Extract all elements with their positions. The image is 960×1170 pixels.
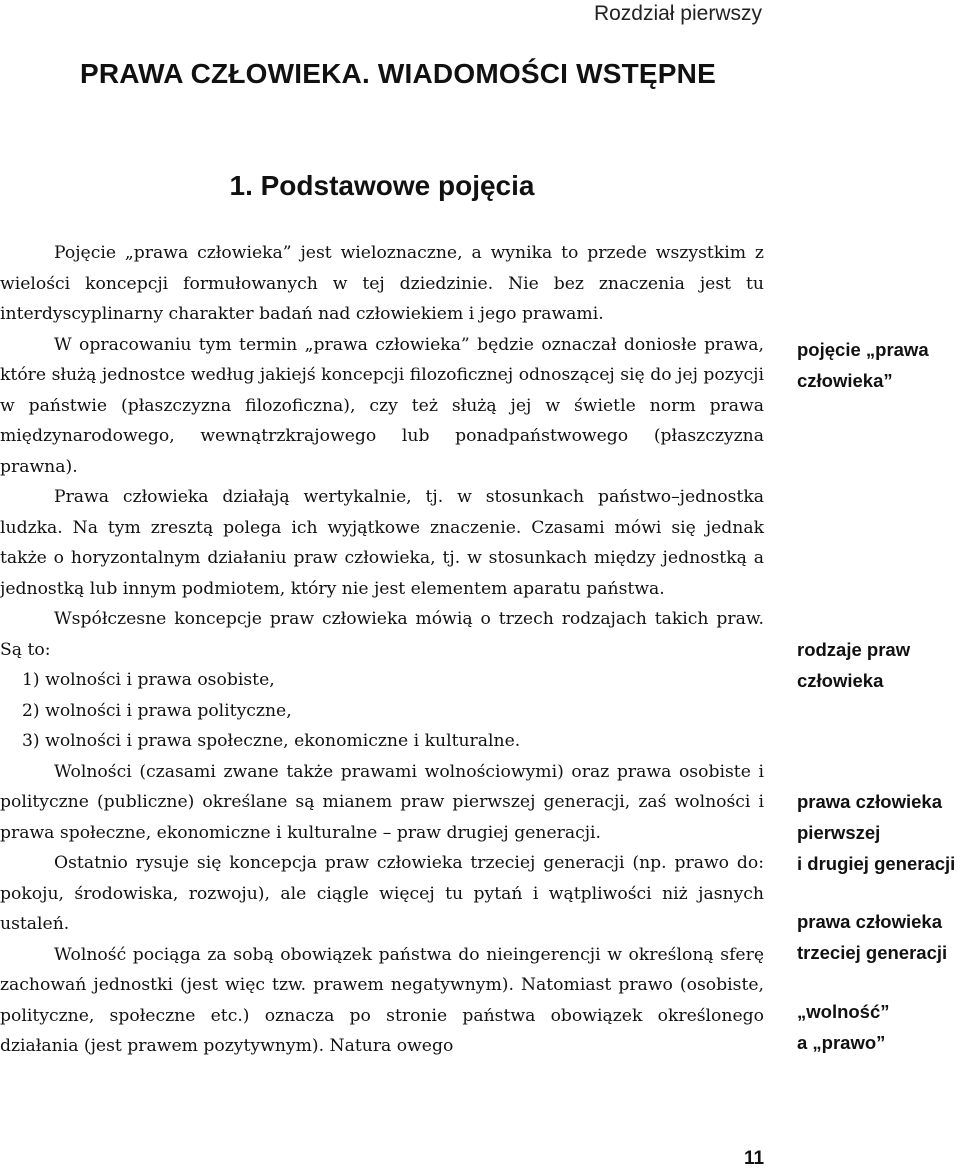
margin-note-line: prawa człowieka xyxy=(797,911,942,932)
margin-note-line: rodzaje praw xyxy=(797,639,911,660)
margin-note-line: i drugiej generacji xyxy=(797,853,956,874)
body-text xyxy=(0,238,764,1062)
margin-note-line: a „prawo” xyxy=(797,1032,886,1053)
margin-note-line: człowieka” xyxy=(797,370,893,391)
margin-note xyxy=(797,634,960,696)
margin-note-line: człowieka xyxy=(797,670,884,691)
list-item: 3) wolności i prawa społeczne, ekonomiczne i kulturalne. xyxy=(22,731,521,751)
margin-note-line: „wolność” xyxy=(797,1001,890,1022)
chapter-title: PRAWA CZŁOWIEKA. WIADOMOŚCI WSTĘPNE xyxy=(80,58,716,89)
list-item: 1) wolności i prawa osobiste, xyxy=(22,670,275,690)
paragraph: Wolności (czasami zwane także prawami wolnościowymi) oraz prawa osobiste i polityczne (publiczne) określane są mianem praw pierwszej generacji, zaś wolności i prawa społeczne, ekonomiczne i kulturalne – praw drugiej generacji. xyxy=(0,761,764,843)
margin-note xyxy=(797,906,960,968)
margin-note xyxy=(797,996,960,1058)
margin-note-line: trzeciej generacji xyxy=(797,942,948,963)
paragraph: Pojęcie „prawa człowieka” jest wieloznaczne, a wynika to przede wszystkim z wielości koncepcji formułowanych w tej dziedzinie. Nie bez znaczenia jest tu interdyscyplinarny charakter badań nad człowiekiem i jego prawami. xyxy=(0,243,764,324)
page-number: 11 xyxy=(744,1148,765,1169)
paragraph: Wolność pociąga za sobą obowiązek państwa do nieingerencji w określoną sferę zachowań jednostki (jest więc tzw. prawem negatywnym). Natomiast prawo (osobiste, polityczne, społeczne etc.) oznacza po stronie państwa obowiązek określonego działania (jest prawem pozytywnym). Natura owego xyxy=(0,944,764,1056)
margin-note-line: pojęcie „prawa xyxy=(797,339,929,360)
list-item: 2) wolności i prawa polityczne, xyxy=(22,700,292,721)
rights-list xyxy=(0,665,764,757)
paragraph: W opracowaniu tym termin „prawa człowieka” będzie oznaczał doniosłe prawa, które służą jednostce według jakiejś koncepcji filozoficznej odnoszącej się do jej pozycji w państwie (płaszczyzna filozoficzna), czy też służą jej w świetle norm prawa międzynarodowego, wewnątrzkrajowego lub ponadpaństwowego (płaszczyzna prawna). xyxy=(0,334,764,477)
paragraph: Prawa człowieka działają wertykalnie, tj. w stosunkach państwo–jednostka ludzka. Na tym zresztą polega ich wyjątkowe znaczenie. Czasami mówi się jednak także o horyzontalnym działaniu praw człowieka, tj. w stosunkach między jednostką a jednostką lub innym podmiotem, który nie jest elementem aparatu państwa. xyxy=(0,487,764,599)
margin-note xyxy=(797,334,960,396)
margin-note-line: pierwszej xyxy=(797,822,881,843)
section-title: 1. Podstawowe pojęcia xyxy=(229,170,535,201)
paragraph: Ostatnio rysuje się koncepcja praw człowieka trzeciej generacji (np. prawo do: pokoju, środowiska, rozwoju), ale ciągle więcej tu pytań i wątpliwości niż jasnych ustaleń. xyxy=(0,853,764,934)
margin-note-line: prawa człowieka xyxy=(797,791,942,812)
margin-note xyxy=(797,786,960,879)
paragraph: Współczesne koncepcje praw człowieka mówią o trzech rodzajach takich praw. Są to: xyxy=(0,609,764,660)
running-head: Rozdział pierwszy xyxy=(593,2,762,25)
